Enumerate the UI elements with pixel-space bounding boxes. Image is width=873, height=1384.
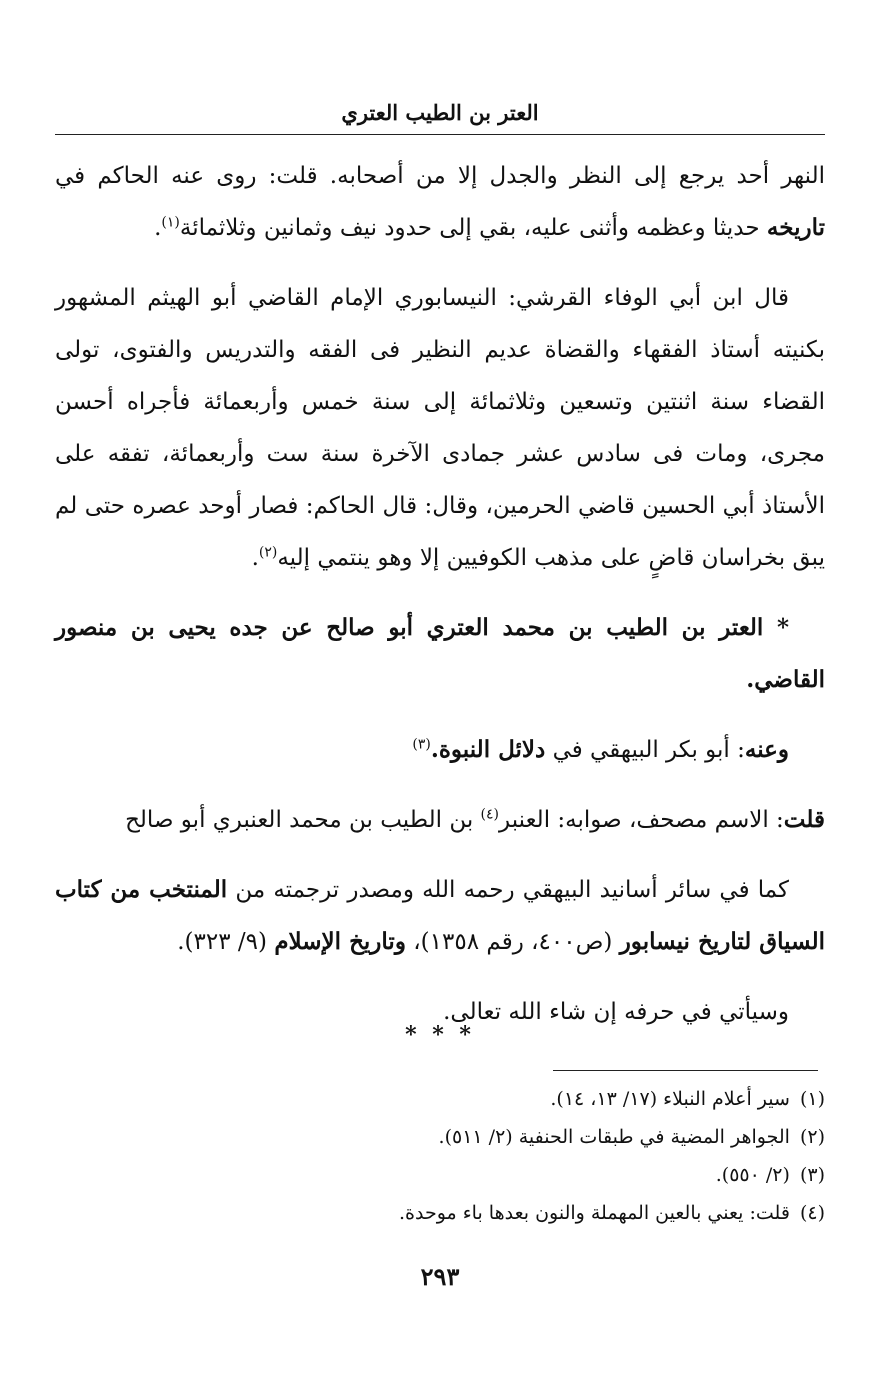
running-header: العتر بن الطيب العتري bbox=[341, 100, 539, 125]
section-separator: * * * bbox=[405, 1022, 475, 1048]
entry-heading: * العتر بن الطيب بن محمد العتري أبو صالح عن جده يحيى بن منصور القاضي. bbox=[55, 614, 825, 693]
header-divider bbox=[55, 134, 825, 135]
footnote-1: (١) سير أعلام النبلاء (١٧/ ١٣، ١٤). bbox=[550, 1088, 825, 1110]
paragraph-correction: قلت: الاسم مصحف، صوابه: العنبر$^{(٤)}$ بن الطيب بن محمد العنبري أبو صالح bbox=[125, 806, 825, 833]
footnote-ref-2: (٢) bbox=[258, 544, 278, 561]
paragraph-2: قال ابن أبي الوفاء القرشي: النيسابوري الإمام القاضي أبو الهيثم المشهور بكنيته أستاذ الفقهاء والقضاة عديم النظير فى الفقه والتدريس والفتوى، تولى القضاء سنة اثنتين وتسعين وثلاثمائة إلى سنة خمس وأربعمائة فأجراه أحسن مجرى، ومات فى سادس عشر جمادى الآخرة سنة ست وأربعمائة، تفقه على الأستاذ أبي الحسين قاضي الحرمين، وقال: قال الحاكم: فصار أوحد عصره حتى لم يبق بخراسان قاضٍ على مذهب الكوفيين إلا وهو ينتمي إليه$^{(٢)}$. bbox=[55, 285, 825, 571]
footnote-ref-4: (٤) bbox=[480, 806, 500, 823]
page-number: ٢٩٣ bbox=[420, 1262, 460, 1291]
footnote-2: (٢) الجواهر المضية في طبقات الحنفية (٢/ ٥١١). bbox=[438, 1126, 825, 1148]
main-text bbox=[55, 150, 825, 1056]
footnotes bbox=[55, 1080, 825, 1232]
footnote-4: (٤) قلت: يعني بالعين المهملة والنون بعدها باء موحدة. bbox=[399, 1202, 825, 1224]
footnote-3: (٣) (٢/ ٥٥٠). bbox=[715, 1164, 825, 1186]
paragraph-1: النهر أحد يرجع إلى النظر والجدل إلا من أصحابه. قلت: روى عنه الحاكم في تاريخه حديثا وعظمه وأثنى عليه، بقي إلى حدود نيف وثمانين وثلاثمائة$^{(١)}$. bbox=[55, 163, 825, 241]
footnote-ref-3: (٣) bbox=[412, 736, 431, 753]
paragraph-closing: وسيأتي في حرفه إن شاء الله تعالى. bbox=[443, 999, 789, 1025]
paragraph-narrator: وعنه: أبو بكر البيهقي في دلائل النبوة.$^{(٣)}$ bbox=[412, 736, 789, 763]
footnote-divider bbox=[553, 1070, 818, 1071]
paragraph-sources: كما في سائر أسانيد البيهقي رحمه الله ومصدر ترجمته من المنتخب من كتاب السياق لتاريخ نيسابور (ص٤٠٠، رقم ١٣٥٨)، وتاريخ الإسلام (٩/ ٣٢٣). bbox=[55, 876, 825, 955]
footnote-ref-1: (١) bbox=[161, 214, 180, 231]
